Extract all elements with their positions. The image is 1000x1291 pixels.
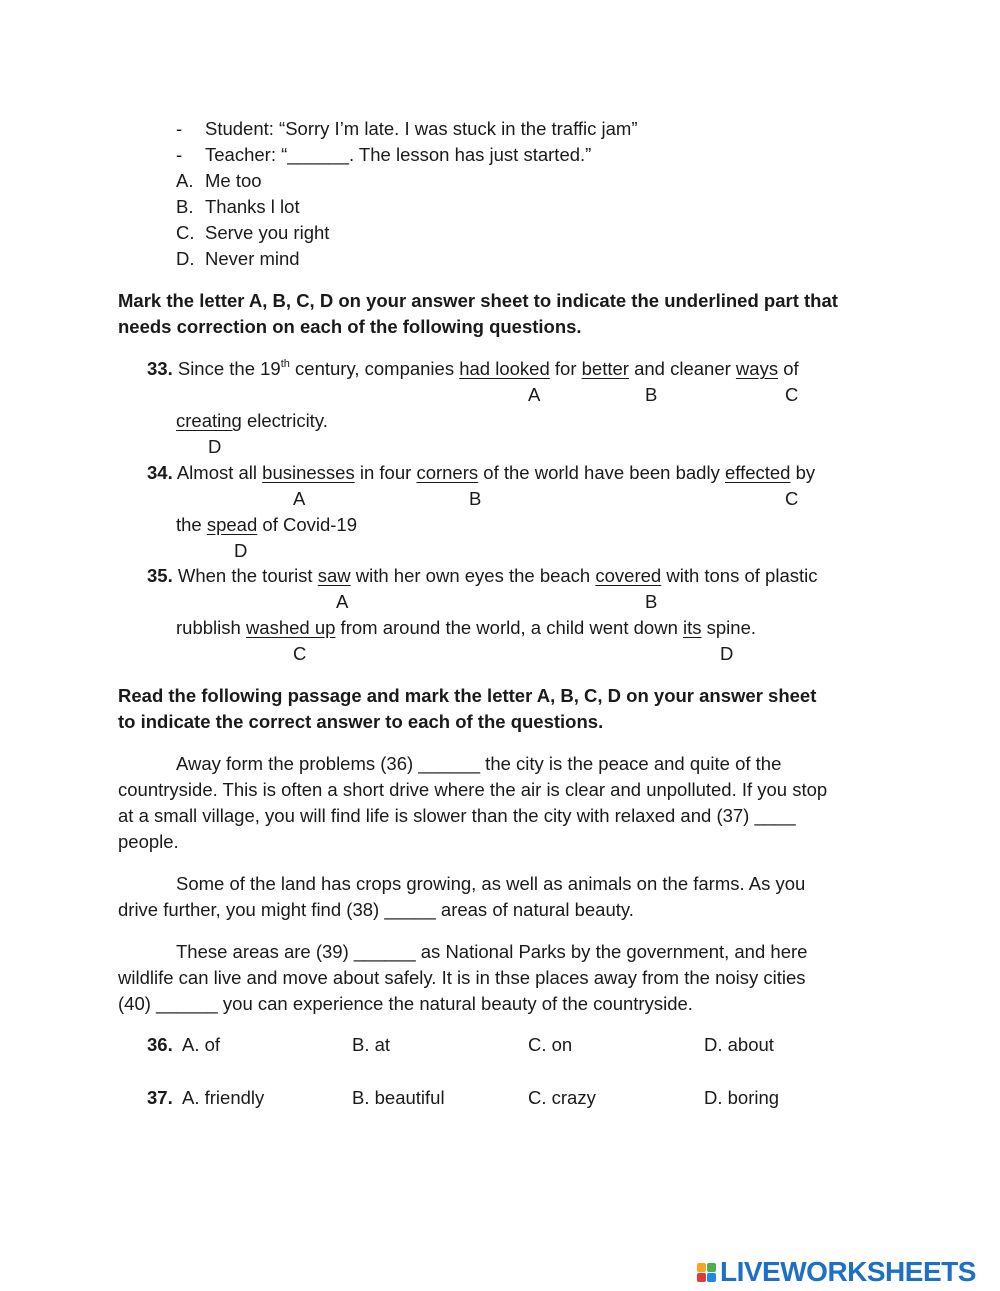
passage-p2-line1: Some of the land has crops growing, as well as animals on the farms. As you: [176, 873, 806, 894]
passage-p1-line4: people.: [118, 831, 179, 852]
liveworksheets-logo-text: LIVEWORKSHEETS: [720, 1256, 976, 1287]
question-34-number: 34.: [147, 462, 173, 483]
passage-p3-line1: These areas are (39) ______ as National Parks by the government, and here: [176, 941, 808, 962]
underline-34-a: businesses: [262, 462, 355, 483]
mark-35-d: D: [720, 643, 734, 664]
logo-square-4: [707, 1273, 716, 1282]
option-letter-d: D.: [176, 248, 195, 269]
underline-33-d: creating: [176, 410, 242, 431]
underline-33-b: better: [581, 358, 629, 379]
mark-34-c: C: [785, 488, 799, 509]
instruction-passage-line1: Read the following passage and mark the letter A, B, C, D on your answer sheet: [118, 685, 817, 706]
mark-33-c: C: [785, 384, 799, 405]
underline-33-c: ways: [735, 358, 779, 379]
logo-square-1: [697, 1263, 706, 1272]
mark-35-c: C: [293, 643, 307, 664]
logo-square-2: [707, 1263, 716, 1272]
passage-p1-line3: at a small village, you will find life is slower than the city with relaxed and (37) ____: [118, 805, 796, 826]
mark-34-b: B: [469, 488, 482, 509]
option-letter-c: C.: [176, 222, 195, 243]
question-36-option-d: D. about: [704, 1034, 774, 1055]
liveworksheets-logo[interactable]: [697, 1258, 976, 1286]
passage-p3-line2: wildlife can live and move about safely. It is in thse places away from the noisy cities: [118, 967, 806, 988]
question-37-number: 37.: [147, 1087, 173, 1108]
underline-35-d: its: [683, 617, 702, 638]
mark-35-b: B: [645, 591, 658, 612]
mark-33-d: D: [208, 436, 222, 457]
dialogue-dash-1: -: [176, 118, 183, 139]
underline-34-c: effected: [724, 462, 791, 483]
mark-34-a: A: [293, 488, 306, 509]
mark-33-b: B: [645, 384, 658, 405]
underline-34-b: corners: [416, 462, 479, 483]
dialogue-line-student: Student: “Sorry I’m late. I was stuck in the traffic jam”: [205, 118, 638, 139]
passage-p3-line3: (40) ______ you can experience the natural beauty of the countryside.: [118, 993, 693, 1014]
instruction-error-line2: needs correction on each of the following questions.: [118, 316, 582, 337]
underline-33-a: had looked: [459, 358, 550, 379]
underline-35-b: covered: [595, 565, 662, 586]
question-34-line2: the spead of Covid-19: [176, 514, 358, 535]
mark-35-a: A: [336, 591, 349, 612]
logo-square-3: [697, 1273, 706, 1282]
option-letter-b: B.: [176, 196, 194, 217]
underline-35-c: washed up: [245, 617, 336, 638]
question-35-number: 35.: [147, 565, 173, 586]
liveworksheets-logo-icon: [697, 1263, 716, 1282]
mark-34-d: D: [234, 540, 248, 561]
question-36-option-a: A. of: [182, 1034, 221, 1055]
question-35-line2: rubblish washed up from around the world, a child went down its spine.: [176, 617, 757, 638]
option-text-a: Me too: [205, 170, 262, 191]
question-33-line1: 33. Since the 19th century, companies had looked for better and cleaner ways of: [147, 358, 799, 379]
question-33-line2: creating electricity.: [176, 410, 328, 431]
instruction-error-line1: Mark the letter A, B, C, D on your answer sheet to indicate the underlined part that: [118, 290, 838, 311]
question-37-option-b: B. beautiful: [352, 1087, 445, 1108]
option-text-d: Never mind: [205, 248, 300, 269]
question-34-line1: 34. Almost all businesses in four corners of the world have been badly effected by: [147, 462, 816, 483]
passage-p1-line1: Away form the problems (36) ______ the city is the peace and quite of the: [176, 753, 782, 774]
question-36-option-b: B. at: [352, 1034, 391, 1055]
passage-p1-line2: countryside. This is often a short drive where the air is clear and unpolluted. If you stop: [118, 779, 828, 800]
question-36-number: 36.: [147, 1034, 173, 1055]
dialogue-line-teacher: Teacher: “______. The lesson has just started.”: [205, 144, 592, 165]
question-37-option-d: D. boring: [704, 1087, 780, 1108]
question-37-option-c: C. crazy: [528, 1087, 596, 1108]
option-text-c: Serve you right: [205, 222, 330, 243]
question-33-number: 33.: [147, 358, 173, 379]
question-35-line1: 35. When the tourist saw with her own eyes the beach covered with tons of plastic: [147, 565, 818, 586]
mark-33-a: A: [528, 384, 541, 405]
passage-p2-line2: drive further, you might find (38) _____ areas of natural beauty.: [118, 899, 634, 920]
instruction-passage-line2: to indicate the correct answer to each of the questions.: [118, 711, 604, 732]
option-text-b: Thanks l lot: [205, 196, 300, 217]
option-letter-a: A.: [176, 170, 194, 191]
dialogue-dash-2: -: [176, 144, 183, 165]
question-37-option-a: A. friendly: [182, 1087, 265, 1108]
question-36-option-c: C. on: [528, 1034, 573, 1055]
underline-34-d: spead: [206, 514, 258, 535]
underline-35-a: saw: [317, 565, 351, 586]
